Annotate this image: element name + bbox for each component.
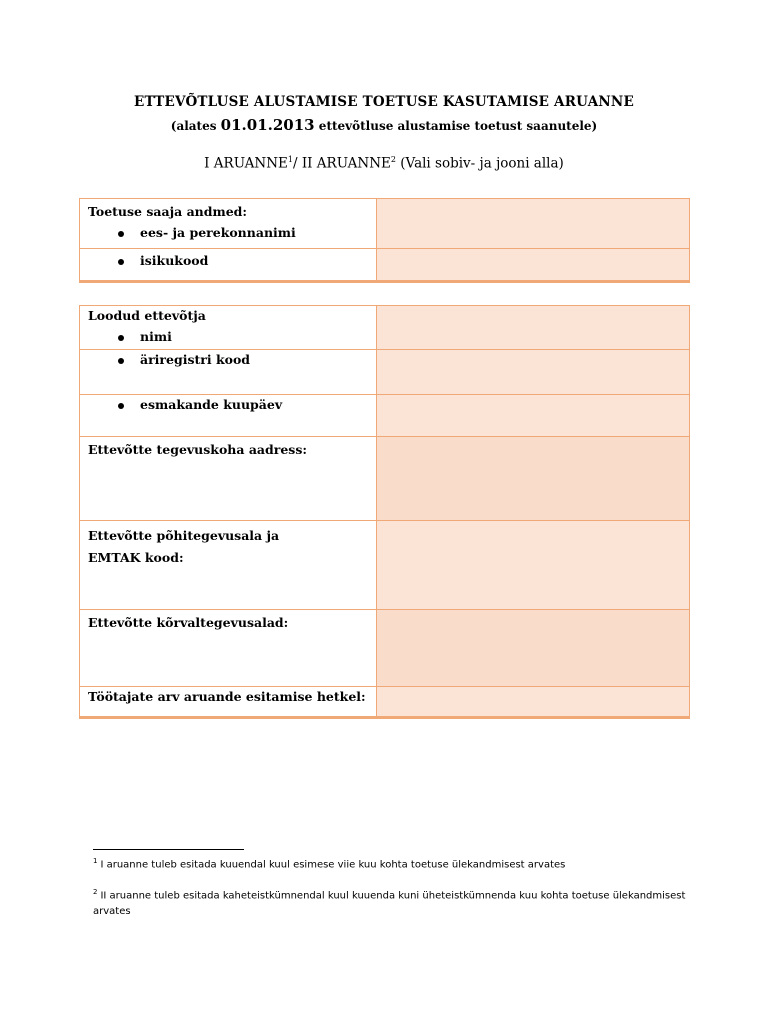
personal-code-label-cell bbox=[80, 249, 377, 282]
footnote-1 bbox=[93, 853, 693, 873]
company-name-label: nimi bbox=[140, 329, 172, 344]
footnote-2-mark: 2 bbox=[93, 888, 98, 896]
registration-date-label-cell bbox=[80, 395, 377, 437]
employees-label-cell bbox=[80, 687, 377, 718]
company-name-field[interactable] bbox=[377, 306, 690, 350]
report-option-2[interactable]: / II ARUANNE bbox=[293, 155, 391, 172]
registry-code-label: äriregistri kood bbox=[140, 352, 251, 367]
bullet-icon bbox=[118, 403, 124, 409]
personal-code-field[interactable] bbox=[377, 249, 690, 282]
company-name-label-cell bbox=[80, 306, 377, 350]
company-heading: Loodud ettevõtja bbox=[88, 308, 206, 323]
recipient-name-label-cell bbox=[80, 199, 377, 249]
side-activities-field[interactable] bbox=[377, 610, 690, 687]
footnote-ref-2: 2 bbox=[390, 155, 396, 164]
footnote-separator bbox=[93, 849, 244, 850]
company-data-table bbox=[79, 305, 690, 719]
registration-date-label: esmakande kuupäev bbox=[140, 397, 283, 412]
address-label: Ettevõtte tegevuskoha aadress: bbox=[88, 442, 307, 457]
recipient-data-table bbox=[79, 198, 690, 283]
subtitle-prefix: (alates bbox=[170, 119, 221, 133]
report-instruction: (Vali sobiv- ja jooni alla) bbox=[396, 155, 564, 172]
personal-code-label: isikukood bbox=[140, 253, 209, 268]
registration-date-field[interactable] bbox=[377, 395, 690, 437]
footnote-2-text: II aruanne tuleb esitada kaheteistkümnendal kuul kuuenda kuni üheteistkümnenda kuu kohta toetuse ülekandmisest arvates bbox=[93, 890, 686, 918]
main-activity-label-cell bbox=[80, 521, 377, 610]
footnote-ref-1: 1 bbox=[287, 155, 293, 164]
footnote-2 bbox=[93, 884, 693, 920]
main-activity-field[interactable] bbox=[377, 521, 690, 610]
report-option-1[interactable]: I ARUANNE bbox=[204, 155, 288, 172]
registry-code-field[interactable] bbox=[377, 350, 690, 395]
registry-code-label-cell bbox=[80, 350, 377, 395]
recipient-name-field[interactable] bbox=[377, 199, 690, 249]
emtak-code-label: EMTAK kood: bbox=[88, 550, 184, 565]
employees-field[interactable] bbox=[377, 687, 690, 718]
address-field[interactable] bbox=[377, 437, 690, 521]
bullet-icon bbox=[118, 231, 124, 237]
bullet-icon bbox=[118, 335, 124, 341]
address-label-cell bbox=[80, 437, 377, 521]
document-subtitle bbox=[0, 116, 768, 134]
recipient-name-label: ees- ja perekonnanimi bbox=[140, 225, 296, 240]
report-selection-line bbox=[0, 155, 768, 172]
document-title: ETTEVÕTLUSE ALUSTAMISE TOETUSE KASUTAMISE ARUANNE bbox=[134, 94, 634, 110]
footnote-1-mark: 1 bbox=[93, 857, 98, 865]
subtitle-date: 01.01.2013 bbox=[220, 116, 315, 134]
bullet-icon bbox=[118, 358, 124, 364]
recipient-heading: Toetuse saaja andmed: bbox=[88, 204, 248, 219]
subtitle-suffix: ettevõtluse alustamise toetust saanutele) bbox=[314, 119, 598, 133]
side-activities-label: Ettevõtte kõrvaltegevusalad: bbox=[88, 615, 289, 630]
main-activity-label: Ettevõtte põhitegevusala ja bbox=[88, 528, 280, 543]
bullet-icon bbox=[118, 259, 124, 265]
side-activities-label-cell bbox=[80, 610, 377, 687]
footnote-1-text: I aruanne tuleb esitada kuuendal kuul esimese viie kuu kohta toetuse ülekandmisest arvates bbox=[100, 859, 566, 871]
employees-label: Töötajate arv aruande esitamise hetkel: bbox=[88, 689, 366, 704]
